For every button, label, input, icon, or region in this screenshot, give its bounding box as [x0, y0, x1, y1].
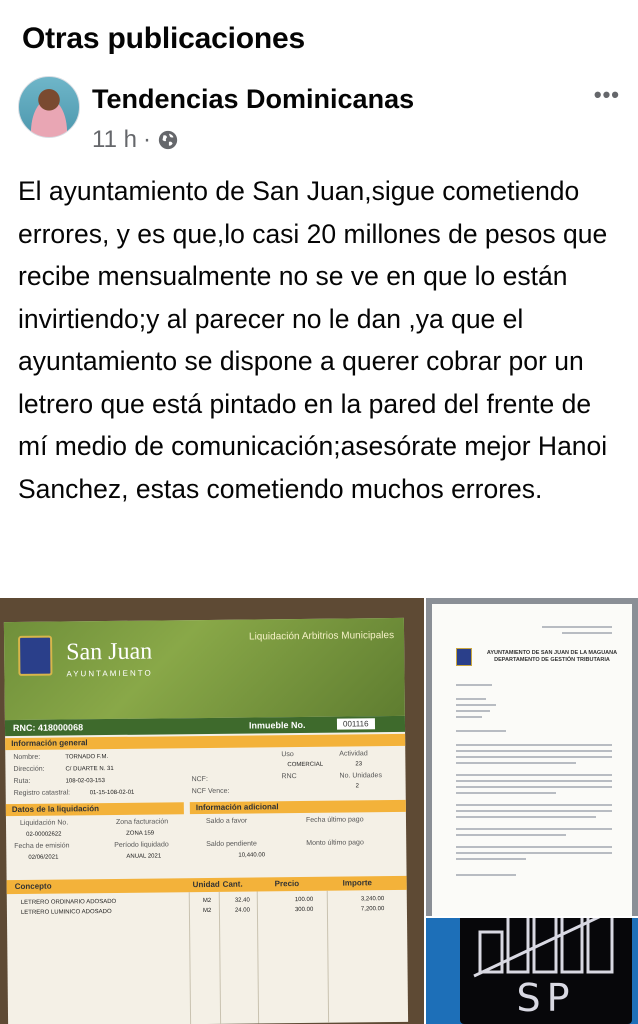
- author-avatar[interactable]: [18, 76, 80, 138]
- field-ncf-vence-label: NCF Vence:: [191, 787, 230, 796]
- photo-sp-logo[interactable]: [426, 918, 638, 1024]
- table-row: [7, 906, 407, 916]
- sp-logo: [460, 918, 632, 1024]
- field-uso-value: COMERCIAL: [287, 761, 324, 769]
- field-ruta-value: 108-02-03-153: [65, 778, 105, 785]
- zona-value: ZONA 159: [126, 830, 155, 837]
- field-ncf-label: NCF:: [191, 775, 208, 784]
- letter-text-line: [456, 704, 496, 706]
- letter-text-line: [456, 750, 612, 752]
- document-rnc: RNC: 418000068: [12, 722, 84, 734]
- letter-header: AYUNTAMIENTO DE SAN JUAN DE LA MAGUANA DEPARTAMENTO DE GESTIÓN TRIBUTARIA: [486, 650, 618, 663]
- saldo-favor-label: Saldo a favor: [205, 817, 248, 825]
- field-rnc-label: RNC: [281, 773, 297, 781]
- letter-text-line: [456, 684, 492, 686]
- col-precio: Precio: [274, 879, 300, 889]
- field-direccion-label: Dirección:: [13, 765, 45, 774]
- liq-no-value: 02-00002622: [26, 831, 62, 838]
- post-meta: [92, 126, 179, 154]
- field-nombre-value: TORNADO F.M.: [65, 754, 109, 761]
- section-general: Información general: [5, 734, 405, 750]
- letter-text-line: [456, 828, 612, 830]
- letter-text-line: [542, 626, 612, 628]
- photo-official-letter[interactable]: [426, 598, 638, 916]
- emision-label: Fecha de emisión: [14, 842, 70, 851]
- col-concepto: Concepto: [14, 881, 52, 892]
- more-options-button[interactable]: •••: [593, 82, 620, 107]
- field-unidades-value: 2: [355, 783, 360, 790]
- letter-text-line: [456, 834, 566, 836]
- document-city-sub: AYUNTAMIENTO: [66, 668, 153, 679]
- post-header: [18, 74, 628, 164]
- saldo-pend-label: Saldo pendiente: [206, 840, 257, 848]
- field-catastral-label: Registro catastral:: [13, 789, 71, 798]
- field-unidades-label: No. Unidades: [339, 772, 382, 780]
- section-liquidacion: Datos de la liquidación: [6, 802, 184, 816]
- field-actividad-value: 23: [355, 761, 363, 768]
- skyline-icon: [460, 918, 632, 978]
- monto-pago-label: Monto último pago: [306, 839, 364, 847]
- letter-seal-icon: [456, 648, 472, 666]
- row-concepto: LETRERO ORDINARIO ADOSADO: [20, 898, 117, 906]
- field-catastral-value: 01-15-108-02-01: [89, 789, 135, 797]
- document-inmueble-value: 001116: [337, 718, 375, 729]
- row-unidad: M2: [202, 897, 212, 905]
- globe-icon: [157, 129, 179, 151]
- field-actividad-label: Actividad: [339, 750, 368, 758]
- document-sheet: [4, 618, 408, 1024]
- field-uso-label: Uso: [281, 751, 294, 759]
- letter-text-line: [456, 858, 526, 860]
- row-unidad: M2: [202, 907, 212, 915]
- photo-liquidation-document[interactable]: [0, 598, 424, 1024]
- zona-label: Zona facturación: [115, 818, 169, 826]
- letter-text-line: [456, 804, 612, 806]
- row-precio: 100.00: [294, 896, 314, 904]
- letter-text-line: [456, 810, 612, 812]
- periodo-value: ANUAL 2021: [126, 853, 162, 860]
- letter-text-line: [456, 698, 486, 700]
- letter-text-line: [562, 632, 612, 634]
- city-seal-icon: [18, 636, 52, 676]
- author-name[interactable]: Tendencias Dominicanas: [92, 84, 415, 114]
- table-divider: [189, 892, 191, 1024]
- letter-text-line: [456, 874, 516, 876]
- table-divider: [219, 892, 221, 1024]
- letter-text-line: [456, 762, 576, 764]
- table-header: [7, 876, 407, 894]
- letter-text-line: [456, 774, 612, 776]
- letter-text-line: [456, 756, 612, 758]
- row-concepto: LETRERO LUMINICO ADOSADO: [20, 908, 112, 916]
- document-header: [4, 618, 405, 720]
- media-grid: [0, 598, 638, 1024]
- col-unidad: Unidad: [192, 879, 220, 890]
- row-cant: 24.00: [234, 907, 250, 914]
- field-ruta-label: Ruta:: [13, 777, 31, 786]
- letter-text-line: [456, 816, 596, 818]
- row-importe: 3,240.00: [360, 896, 385, 903]
- letter-text-line: [456, 852, 612, 854]
- letter-sheet: [432, 604, 632, 916]
- letter-text-line: [456, 716, 482, 718]
- emision-value: 02/06/2021: [28, 854, 59, 861]
- col-cant: Cant.: [222, 879, 243, 889]
- meta-separator: ·: [142, 126, 151, 153]
- letter-text-line: [456, 792, 556, 794]
- field-nombre-label: Nombre:: [13, 753, 41, 762]
- letter-text-line: [456, 730, 506, 732]
- col-importe: Importe: [342, 878, 373, 888]
- fecha-pago-label: Fecha último pago: [305, 816, 364, 824]
- letter-text-line: [456, 846, 612, 848]
- document-title: Liquidación Arbitrios Municipales: [248, 630, 395, 643]
- table-divider: [327, 891, 329, 1023]
- sp-logo-text: SP: [516, 976, 576, 1020]
- letter-text-line: [456, 710, 490, 712]
- post-text: El ayuntamiento de San Juan,sigue cometiendo errores, y es que,lo casi 20 millones de pesos que recibe mensualmente no se ve en que lo están invirtiendo;y al parecer no le dan ,ya que el ayuntamiento se dispone a querer cobrar por un letrero que está pintado en la pared del frente de mí medio de comunicación;asesórate mejor Hanoi Sanchez, estas cometiendo muchos errores.: [18, 176, 608, 504]
- letter-text-line: [456, 744, 612, 746]
- document-city: San Juan: [66, 638, 153, 666]
- letter-text-line: [456, 786, 612, 788]
- liq-no-label: Liquidación No.: [19, 819, 69, 827]
- row-importe: 7,200.00: [360, 906, 385, 913]
- row-cant: 32.40: [234, 897, 250, 904]
- row-precio: 300.00: [294, 906, 314, 914]
- section-adicional: Información adicional: [190, 800, 406, 814]
- table-divider: [257, 891, 259, 1023]
- section-title: Otras publicaciones: [22, 22, 305, 55]
- post-time[interactable]: 11 h: [92, 126, 137, 153]
- letter-text-line: [456, 780, 612, 782]
- table-row: [7, 896, 407, 906]
- field-direccion-value: C/ DUARTE N. 31: [65, 765, 114, 773]
- document-inmueble-label: Inmueble No.: [248, 719, 306, 731]
- saldo-pend-value: 10,440.00: [238, 852, 266, 859]
- periodo-label: Período liquidado: [114, 841, 169, 849]
